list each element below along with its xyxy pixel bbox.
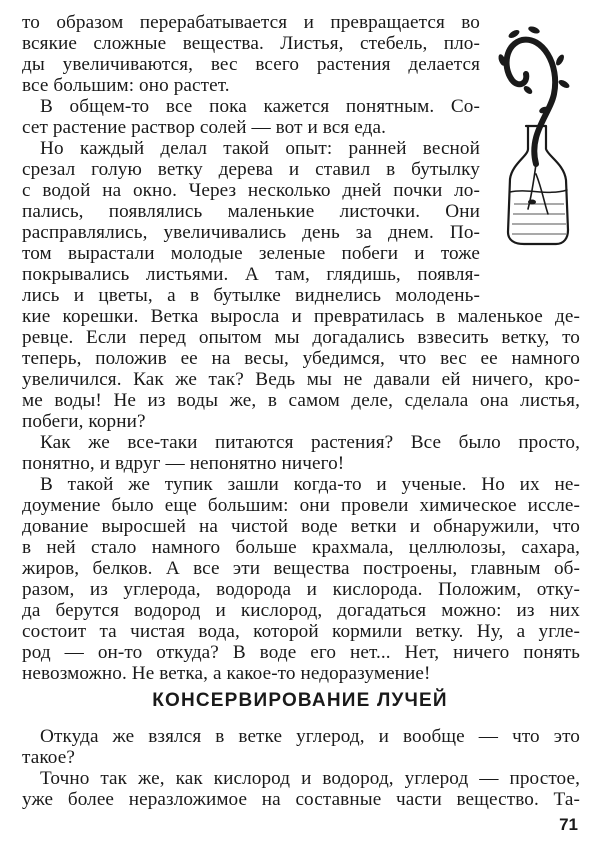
text-line: ревце. Если перед опытом мы догадались взвесить ветку, то (22, 327, 580, 348)
text-line: Но каждый делал такой опыт: ранней весной (40, 138, 480, 159)
text-line: жиров, белков. А все эти вещества построены, главным об- (22, 558, 580, 579)
text-line: В общем-то все пока кажется понятным. Со- (40, 96, 480, 117)
text-line: Откуда же взялся в ветке углерод, и вообще — что это (40, 726, 580, 747)
text-line: ме воды! Не из воды же, в самом деле, сделала она листья, (22, 390, 580, 411)
text-line: состоит та чистая вода, которой кормили ветку. Ну, а угле- (22, 621, 580, 642)
text-line: теперь, положив ее на весы, убедимся, что вес ее намного (22, 348, 580, 369)
text-line: покрывались листьями. А там, глядишь, появля- (22, 264, 480, 285)
text-line: всякие сложные вещества. Листья, стебель, пло- (22, 33, 480, 54)
branch-in-bottle-illustration (488, 14, 588, 254)
text-line: с водой на окно. Через несколько дней почки ло- (22, 180, 480, 201)
text-line: то образом перерабатывается и превращается во (22, 12, 480, 33)
text-line: да берутся водород и кислород, догадаться можно: из них (22, 600, 580, 621)
text-line: увеличился. Как же так? Ведь мы не давали ей ничего, кро- (22, 369, 580, 390)
text-line: том вырастали молодые зеленые побеги и тоже (22, 243, 480, 264)
text-line: понятно, и вдруг — непонятно ничего! (22, 453, 345, 474)
text-line: лись и цветы, а в бутылке виднелись молодень- (22, 285, 480, 306)
text-line: такое? (22, 747, 75, 768)
text-line: в ней стало намного больше крахмала, целлюлозы, сахара, (22, 537, 580, 558)
text-line: дование выросшей на чистой воде ветки и обнаружили, что (22, 516, 580, 537)
text-line: доумение было еще большим: они провели химическое иссле- (22, 495, 580, 516)
text-line: Точно так же, как кислород и водород, углерод — простое, (40, 768, 580, 789)
text-line: расправлялись, увеличивались день за днем. По- (22, 222, 480, 243)
text-line: уже более неразложимое на составные части вещество. Та- (22, 789, 580, 810)
text-line: побеги, корни? (22, 411, 146, 432)
text-line: род — он-то откуда? В воде его нет... Нет, ничего понять (22, 642, 580, 663)
text-line: пались, появлялись маленькие листочки. Они (22, 201, 480, 222)
text-line: В такой же тупик зашли когда-то и ученые. Но их не- (40, 474, 580, 495)
text-line: сет растение раствор солей — вот и вся еда. (22, 117, 386, 138)
text-line: срезал голую ветку дерева и ставил в бутылку (22, 159, 480, 180)
section-heading: КОНСЕРВИРОВАНИЕ ЛУЧЕЙ (152, 690, 448, 711)
text-line: ды увеличиваются, вес всего растения делается (22, 54, 480, 75)
text-line: Как же все-таки питаются растения? Все было просто, (40, 432, 580, 453)
page-number: 71 (559, 815, 578, 834)
text-line: разом, из углерода, водорода и кислорода. Положим, отку- (22, 579, 580, 600)
text-line: невозможно. Не ветка, а какое-то недоразумение! (22, 663, 431, 684)
text-line: все большим: оно растет. (22, 75, 230, 96)
text-line: кие корешки. Ветка выросла и превратилась в маленькое де- (22, 306, 580, 327)
